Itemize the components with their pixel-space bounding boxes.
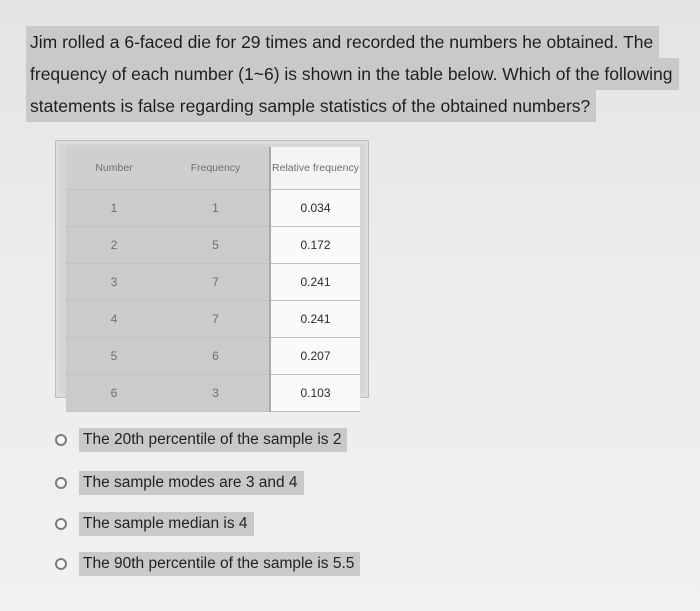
question-text [26,26,690,122]
frequency-table-image [55,140,369,398]
radio-button-icon[interactable] [55,434,67,446]
cell-frequency: 5 [162,227,270,264]
cell-number: 5 [66,338,162,375]
cell-relative-frequency: 0.241 [270,264,360,301]
answer-option-label: The sample modes are 3 and 4 [79,471,304,495]
frequency-table [66,147,360,412]
cell-relative-frequency: 0.172 [270,227,360,264]
cell-number: 3 [66,264,162,301]
cell-relative-frequency: 0.241 [270,301,360,338]
header-frequency: Frequency [162,147,270,190]
radio-button-icon[interactable] [55,477,67,489]
cell-frequency: 7 [162,301,270,338]
table-row [66,301,360,338]
header-number: Number [66,147,162,190]
cell-frequency: 1 [162,190,270,227]
cell-frequency: 7 [162,264,270,301]
cell-number: 1 [66,190,162,227]
radio-button-icon[interactable] [55,518,67,530]
table-row [66,264,360,301]
question-line: Jim rolled a 6-faced die for 29 times and recorded the numbers he obtained. The [26,26,659,58]
cell-number: 4 [66,301,162,338]
question-line: statements is false regarding sample statistics of the obtained numbers? [26,90,596,122]
cell-relative-frequency: 0.103 [270,375,360,412]
answer-option-label: The sample median is 4 [79,512,254,536]
header-relative-frequency: Relative frequency [270,147,360,190]
cell-relative-frequency: 0.207 [270,338,360,375]
cell-frequency: 3 [162,375,270,412]
table-row [66,375,360,412]
table-row [66,338,360,375]
cell-number: 6 [66,375,162,412]
radio-button-icon[interactable] [55,558,67,570]
table-header-row [66,147,360,190]
cell-frequency: 6 [162,338,270,375]
question-line: frequency of each number (1~6) is shown in the table below. Which of the following [26,58,679,90]
cell-relative-frequency: 0.034 [270,190,360,227]
answer-option-label: The 20th percentile of the sample is 2 [79,428,347,452]
cell-number: 2 [66,227,162,264]
table-row [66,190,360,227]
table-row [66,227,360,264]
answer-option-label: The 90th percentile of the sample is 5.5 [79,552,360,576]
